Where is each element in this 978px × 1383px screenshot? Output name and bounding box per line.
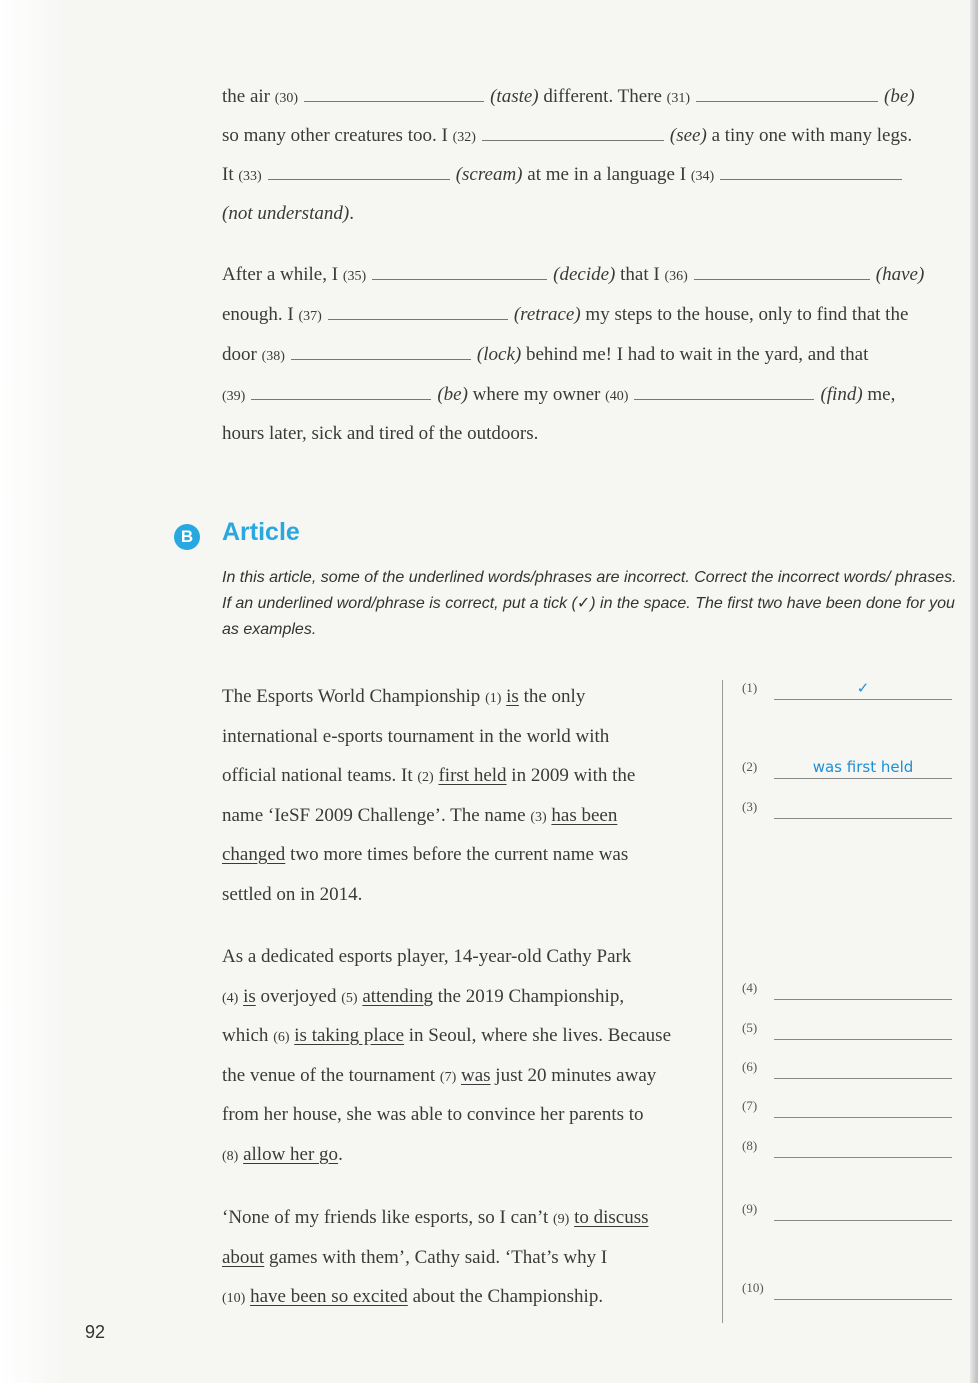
static-text: games with them’, Cathy said. ‘That’s why I: [268, 1247, 608, 1268]
text-line: [222, 423, 538, 445]
underlined-phrase-1: is: [506, 686, 519, 707]
underlined-phrase-7: was: [460, 1065, 491, 1086]
answer-underline: [774, 818, 952, 819]
static-text: ‘None of my friends like esports, so I can’t: [222, 1207, 549, 1228]
answer-number: (8): [742, 1138, 758, 1153]
underlined-phrase-6: is taking place: [294, 1025, 405, 1046]
text-line: [222, 384, 895, 406]
text-line: [222, 1104, 644, 1126]
static-text: behind me! I had to wait in the yard, and that: [525, 344, 869, 365]
static-text: where my owner: [472, 384, 601, 405]
answer-number: (2): [742, 759, 758, 774]
answer-value: was first held: [812, 758, 914, 776]
answer-value: ✓: [856, 679, 870, 697]
text-line: [222, 726, 609, 748]
text-line: [222, 686, 585, 708]
text-line: [222, 203, 354, 225]
item-number-39: (39): [222, 389, 246, 404]
static-text: about the Championship.: [412, 1286, 604, 1307]
verb-prompt-40: (find): [820, 384, 863, 405]
answer-number: (1): [742, 680, 758, 695]
static-text: overjoyed: [260, 986, 337, 1007]
text-line: [222, 86, 915, 108]
static-text: door: [222, 344, 257, 365]
item-number-35: (35): [342, 269, 367, 284]
text-line: [222, 1144, 343, 1166]
text-line: [222, 986, 624, 1008]
answer-line-4[interactable]: [740, 976, 952, 1000]
static-text: at me in a language I: [527, 164, 687, 185]
item-number-7: (7): [439, 1070, 457, 1085]
static-text: the air: [222, 86, 271, 107]
underlined-phrase-9: to discuss: [574, 1207, 649, 1228]
static-text: a tiny one with many legs.: [711, 125, 913, 146]
section-title: Article: [222, 518, 300, 546]
answer-line-3[interactable]: [740, 795, 952, 819]
static-text: which: [222, 1025, 269, 1046]
static-text: me,: [867, 384, 896, 405]
answer-line-8[interactable]: [740, 1134, 952, 1158]
item-number-9: (9): [553, 1212, 570, 1227]
static-text: from her house, she was able to convince her parents to: [222, 1104, 644, 1125]
item-number-2: (2): [417, 770, 434, 785]
static-text: different. There: [543, 86, 662, 107]
answer-line-10[interactable]: [740, 1276, 952, 1300]
answer-number: (7): [742, 1098, 758, 1113]
item-number-31: (31): [666, 91, 690, 106]
page-right-edge: [970, 0, 978, 1383]
verb-prompt-38: (lock): [476, 344, 522, 365]
section-badge: B: [174, 524, 200, 550]
blank-39[interactable]: [251, 398, 431, 400]
page-gutter-shade: [0, 0, 60, 1383]
answer-underline: [774, 999, 952, 1000]
underlined-phrase-3-cont: changed: [222, 844, 286, 865]
static-text: official national teams. It: [222, 765, 413, 786]
answer-underline: [774, 1039, 952, 1040]
static-text: two more times before the current name was: [290, 844, 629, 865]
static-text: It: [222, 164, 234, 185]
verb-prompt-36: (have): [875, 264, 925, 285]
static-text: As a dedicated esports player, 14-year-old Cathy Park: [222, 946, 632, 967]
item-number-37: (37): [298, 309, 322, 324]
item-number-30: (30): [274, 91, 299, 106]
answer-line-1[interactable]: [740, 676, 952, 700]
answer-underline: [774, 699, 952, 700]
text-line: [222, 1207, 649, 1229]
blank-37[interactable]: [328, 318, 508, 320]
instructions-text: In this article, some of the underlined words/phrases are incorrect. Correct the incorrect words/ phrases. If an underlined word/phrase is correct, put a tick (✓) in the space. The first two have been done for you as examples.: [222, 569, 957, 638]
answer-number: (4): [742, 980, 758, 995]
static-text: the only: [523, 686, 586, 707]
underlined-phrase-10: have been so excited: [250, 1286, 408, 1307]
static-text: hours later, sick and tired of the outdoors.: [222, 423, 539, 444]
text-line: [222, 884, 362, 906]
answer-underline: [774, 1157, 952, 1158]
static-text: enough. I: [222, 304, 294, 325]
blank-32[interactable]: [482, 139, 664, 141]
text-line: [222, 765, 635, 787]
static-text: in 2009 with the: [511, 765, 636, 786]
static-text: in Seoul, where she lives. Because: [408, 1025, 671, 1046]
blank-33[interactable]: [268, 178, 450, 180]
answer-number: (9): [742, 1201, 758, 1216]
text-line: [222, 125, 912, 147]
verb-prompt-35: (decide): [553, 264, 616, 285]
verb-prompt-30: (taste): [490, 86, 539, 107]
underlined-phrase-3: has been: [551, 805, 618, 826]
answer-line-7[interactable]: [740, 1094, 952, 1118]
answer-underline: [774, 1117, 952, 1118]
blank-35[interactable]: [372, 278, 547, 280]
static-text: The Esports World Championship: [222, 686, 481, 707]
page-number: 92: [85, 1322, 106, 1342]
text-line: [222, 1247, 607, 1269]
text-line: [222, 304, 908, 326]
static-text: the venue of the tournament: [222, 1065, 436, 1086]
blank-40[interactable]: [634, 398, 814, 400]
static-text: .: [349, 203, 354, 224]
text-line: [222, 1286, 603, 1308]
item-number-3: (3): [530, 810, 547, 825]
text-line: [222, 264, 924, 286]
underlined-phrase-9-cont: about: [222, 1247, 265, 1268]
answer-number: (6): [742, 1059, 758, 1074]
static-text: my steps to the house, only to find that the: [585, 304, 909, 325]
verb-prompt-32: (see): [669, 125, 707, 146]
text-line: [222, 1065, 656, 1087]
verb-prompt-37: (retrace): [513, 304, 581, 325]
underlined-phrase-5: attending: [362, 986, 434, 1007]
verb-prompt-33: (scream): [455, 164, 523, 185]
answer-number: (5): [742, 1020, 758, 1035]
blank-31[interactable]: [696, 100, 878, 102]
answer-underline: [774, 1299, 952, 1300]
underlined-phrase-2: first held: [438, 765, 507, 786]
text-line: [222, 344, 868, 366]
item-number-6: (6): [273, 1030, 290, 1045]
item-number-34: (34): [690, 169, 715, 184]
item-number-36: (36): [664, 269, 688, 284]
answer-column-divider: [722, 680, 723, 1323]
static-text: .: [338, 1144, 343, 1165]
static-text: name ‘IeSF 2009 Challenge’. The name: [222, 805, 526, 826]
verb-prompt-34: (not understand): [222, 203, 350, 224]
item-number-5: (5): [341, 991, 358, 1006]
static-text: international e-sports tournament in the world with: [222, 726, 610, 747]
item-number-10: (10): [222, 1291, 246, 1306]
answer-underline: [774, 1078, 952, 1079]
static-text: settled on in 2014.: [222, 884, 363, 905]
blank-36[interactable]: [694, 278, 870, 280]
static-text: the 2019 Championship,: [437, 986, 625, 1007]
answer-number: (10): [742, 1280, 764, 1295]
answer-underline: [774, 778, 952, 779]
blank-38[interactable]: [291, 358, 471, 360]
item-number-33: (33): [238, 169, 262, 184]
text-line: [222, 1025, 671, 1047]
item-number-32: (32): [452, 130, 476, 145]
underlined-phrase-4: is: [243, 986, 256, 1007]
answer-line-2[interactable]: [740, 755, 952, 779]
text-line: [222, 946, 631, 968]
static-text: just 20 minutes away: [495, 1065, 657, 1086]
item-number-4: (4): [222, 991, 239, 1006]
text-line: [222, 164, 908, 186]
answer-underline: [774, 1220, 952, 1221]
static-text: After a while, I: [222, 264, 339, 285]
verb-prompt-39: (be): [437, 384, 468, 405]
text-line: [222, 844, 628, 866]
underlined-phrase-8: allow her go: [243, 1144, 339, 1165]
answer-line-6[interactable]: [740, 1055, 952, 1079]
item-number-1: (1): [485, 691, 502, 706]
item-number-38: (38): [261, 349, 285, 364]
text-line: [222, 805, 617, 827]
item-number-40: (40): [605, 389, 629, 404]
verb-prompt-31: (be): [884, 86, 915, 107]
static-text: that I: [620, 264, 660, 285]
answer-line-5[interactable]: [740, 1016, 952, 1040]
answer-line-9[interactable]: [740, 1197, 952, 1221]
item-number-8: (8): [222, 1149, 239, 1164]
blank-30[interactable]: [304, 100, 484, 102]
static-text: so many other creatures too. I: [222, 125, 448, 146]
blank-34[interactable]: [720, 178, 902, 180]
answer-number: (3): [742, 799, 758, 814]
